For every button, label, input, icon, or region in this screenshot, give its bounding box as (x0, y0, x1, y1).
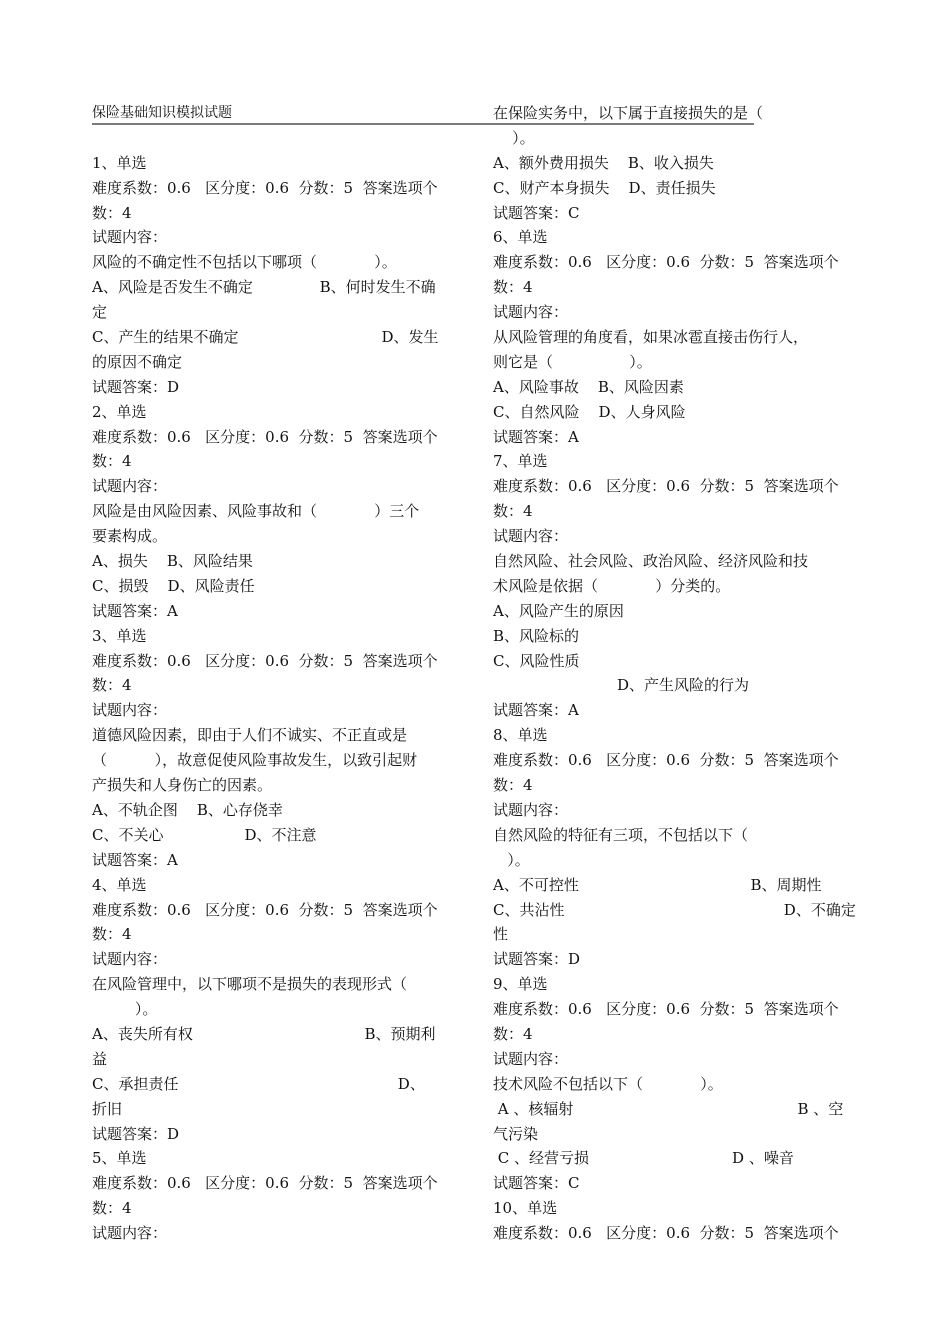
text-line (92, 126, 462, 151)
question-text: 自然风险的特征有三项，不包括以下（ (493, 825, 749, 844)
question-text: （ ），故意促使风险事故发生，以致引起财 (92, 751, 418, 770)
question-meta: 难度系数：0.6 区分度：0.6 分数：5 答案选项个 (92, 1174, 438, 1193)
question-meta: 难度系数：0.6 区分度：0.6 分数：5 答案选项个 (92, 178, 438, 197)
answer-option: C、风险性质 (493, 651, 580, 670)
question-answer: 试题答案：C (493, 1174, 580, 1193)
question-meta: 数：4 (92, 203, 132, 222)
question-content-label: 试题内容： (92, 1224, 168, 1243)
question-number: 2、单选 (92, 402, 147, 421)
answer-option: B、风险标的 (493, 626, 580, 645)
question-text: 技术风险不包括以下（ ）。 (493, 1074, 723, 1093)
question-text: 要素构成。 (92, 527, 168, 546)
question-content-label: 试题内容： (92, 228, 168, 247)
question-meta: 难度系数：0.6 区分度：0.6 分数：5 答案选项个 (92, 427, 438, 446)
question-meta: 数：4 (92, 925, 132, 944)
answer-option: C、财产本身损失 D、责任损失 (493, 178, 716, 197)
question-meta: 数：4 (92, 452, 132, 471)
question-meta: 难度系数：0.6 区分度：0.6 分数：5 答案选项个 (92, 651, 438, 670)
question-number: 7、单选 (493, 452, 548, 471)
answer-option: A、不可控性 B、周期性 (493, 875, 822, 894)
question-text: 风险的不确定性不包括以下哪项（ ）。 (92, 253, 397, 272)
question-content-label: 试题内容： (493, 800, 569, 819)
question-content-label: 试题内容： (493, 303, 569, 322)
answer-option: A、额外费用损失 B、收入损失 (493, 153, 714, 172)
question-meta: 数：4 (493, 776, 533, 795)
question-answer: 试题答案：D (493, 950, 581, 969)
question-meta: 难度系数：0.6 区分度：0.6 分数：5 答案选项个 (92, 900, 438, 919)
answer-option: 折旧 (92, 1099, 123, 1118)
answer-option: 性 (493, 925, 509, 944)
question-answer: 试题答案：A (493, 701, 579, 720)
question-answer: 试题答案：A (493, 427, 579, 446)
question-meta: 数：4 (92, 676, 132, 695)
answer-option: A、丧失所有权 B、预期利 (92, 1024, 436, 1043)
answer-option: 益 (92, 1049, 108, 1068)
question-number: 3、单选 (92, 626, 147, 645)
answer-option: A、不轨企图 B、心存侥幸 (92, 800, 283, 819)
question-number: 8、单选 (493, 726, 548, 745)
question-number: 6、单选 (493, 228, 548, 247)
question-text: ）。 (92, 1000, 158, 1019)
question-meta: 难度系数：0.6 区分度：0.6 分数：5 答案选项个 (493, 253, 839, 272)
question-answer: 试题答案：C (493, 203, 580, 222)
question-content-label: 试题内容： (493, 1049, 569, 1068)
question-content-label: 试题内容： (92, 477, 168, 496)
question-number: 10、单选 (493, 1199, 558, 1218)
question-text: 自然风险、社会风险、政治风险、经济风险和技 (493, 552, 809, 571)
answer-option: A、损失 B、风险结果 (92, 552, 253, 571)
question-text: ）。 (493, 850, 530, 869)
question-content-label: 试题内容： (493, 527, 569, 546)
question-number: 1、单选 (92, 153, 147, 172)
document-title: 保险基础知识模拟试题 (92, 105, 232, 121)
answer-option: C、共沾性 D、不确定 (493, 900, 856, 919)
question-content-label: 试题内容： (92, 701, 168, 720)
question-meta: 难度系数：0.6 区分度：0.6 分数：5 答案选项个 (493, 751, 839, 770)
left-column (92, 101, 462, 1246)
answer-option: C、自然风险 D、人身风险 (493, 402, 686, 421)
answer-option: A 、核辐射 B 、空 (493, 1099, 844, 1118)
question-text: 从风险管理的角度看，如果冰雹直接击伤行人， (493, 328, 809, 347)
question-meta: 数：4 (493, 502, 533, 521)
question-meta: 数：4 (92, 1199, 132, 1218)
answer-option: C、不关心 D、不注意 (92, 825, 317, 844)
right-column (493, 101, 863, 1246)
answer-option: D、产生风险的行为 (493, 676, 749, 695)
question-meta: 难度系数：0.6 区分度：0.6 分数：5 答案选项个 (493, 1224, 839, 1243)
question-text: 道德风险因素，即由于人们不诚实、不正直或是 (92, 726, 408, 745)
question-answer: 试题答案：A (92, 601, 178, 620)
answer-option: A、风险事故 B、风险因素 (493, 377, 684, 396)
question-text: 在风险管理中，以下哪项不是损失的表现形式（ (92, 975, 408, 994)
question-number: 4、单选 (92, 875, 147, 894)
question-text: 术风险是依据（ ）分类的。 (493, 576, 731, 595)
answer-option: 气污染 (493, 1124, 539, 1143)
answer-option: 定 (92, 303, 108, 322)
question-answer: 试题答案：D (92, 377, 180, 396)
question-text: ）。 (493, 128, 535, 147)
question-text: 在保险实务中，以下属于直接损失的是（ (493, 104, 764, 122)
answer-option: C、损毁 D、风险责任 (92, 576, 255, 595)
answer-option: A、风险产生的原因 (493, 601, 624, 620)
question-meta: 数：4 (493, 1024, 533, 1043)
question-content-label: 试题内容： (92, 950, 168, 969)
question-answer: 试题答案：D (92, 1124, 180, 1143)
question-meta: 难度系数：0.6 区分度：0.6 分数：5 答案选项个 (493, 1000, 839, 1019)
question-text: 产损失和人身伤亡的因素。 (92, 776, 273, 795)
answer-option: C、产生的结果不确定 D、发生 (92, 328, 439, 347)
answer-option: 的原因不确定 (92, 352, 183, 371)
answer-option: C 、经营亏损 D 、噪音 (493, 1149, 794, 1168)
answer-option: C、承担责任 D、 (92, 1074, 425, 1093)
question-meta: 数：4 (493, 278, 533, 297)
question-answer: 试题答案：A (92, 850, 178, 869)
question-number: 5、单选 (92, 1149, 147, 1168)
question-text: 风险是由风险因素、风险事故和（ ）三个 (92, 502, 420, 521)
answer-option: A、风险是否发生不确定 B、何时发生不确 (92, 278, 436, 297)
question-text: 则它是（ ）。 (493, 352, 652, 371)
question-number: 9、单选 (493, 975, 548, 994)
question-meta: 难度系数：0.6 区分度：0.6 分数：5 答案选项个 (493, 477, 839, 496)
